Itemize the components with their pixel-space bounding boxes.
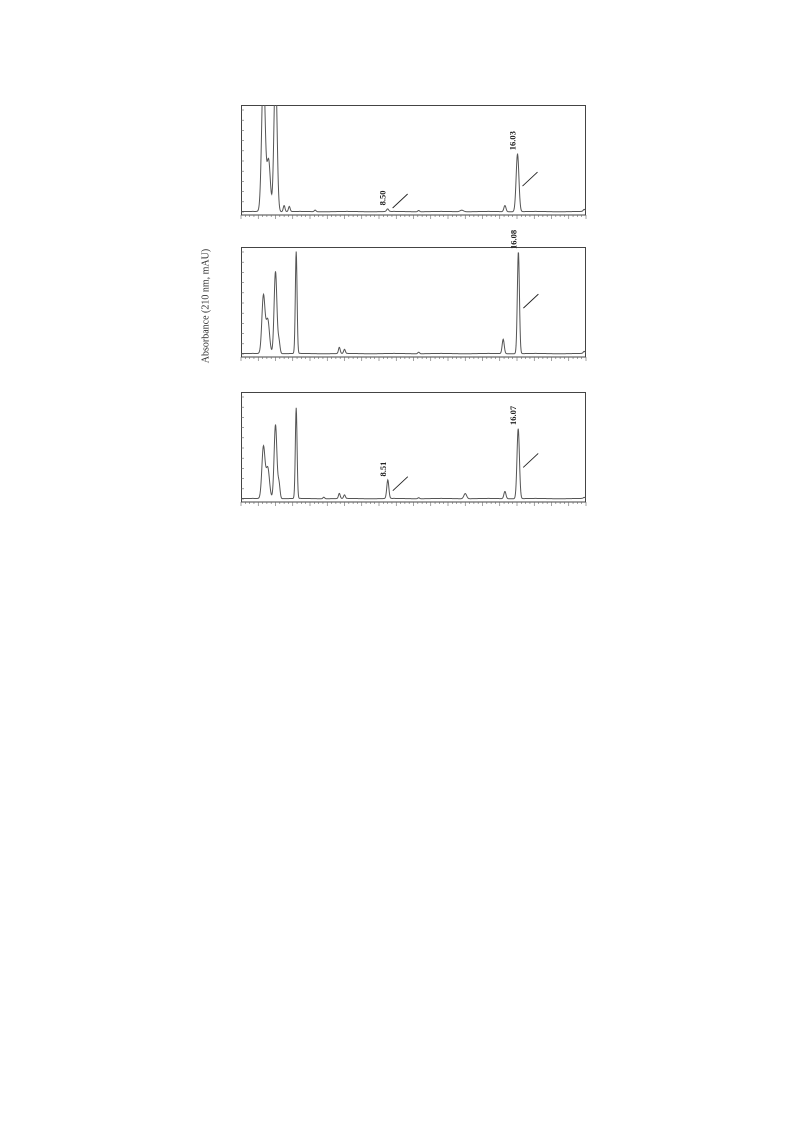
chromatogram-panel-2 bbox=[241, 229, 586, 365]
peak-label-8-51: 8.51 bbox=[377, 461, 388, 477]
peak-pointer-0 bbox=[523, 294, 538, 308]
x-axis-ticks bbox=[241, 357, 586, 361]
peak-pointer-0 bbox=[393, 477, 408, 491]
chromatogram-trace bbox=[241, 67, 586, 212]
chromatogram-2-svg bbox=[241, 229, 586, 365]
peak-pointer-0 bbox=[393, 194, 408, 208]
chromatogram-trace bbox=[241, 251, 586, 353]
peak-label-16-07: 16.07 bbox=[508, 405, 519, 425]
peak-pointer-1 bbox=[523, 453, 538, 467]
chromatogram-trace bbox=[241, 408, 586, 499]
x-axis-ticks bbox=[241, 502, 586, 506]
chromatogram-3-svg bbox=[241, 392, 586, 510]
peak-label-16-03: 16.03 bbox=[507, 131, 518, 151]
plot-frame bbox=[242, 106, 586, 216]
peak-label-8-50: 8.50 bbox=[377, 190, 388, 206]
plot-frame bbox=[242, 393, 586, 503]
peak-label-16-08: 16.08 bbox=[508, 229, 519, 249]
y-axis-label: Absorbance (210 nm, mAU) bbox=[200, 248, 212, 364]
chromatogram-panel-3 bbox=[241, 392, 586, 510]
plot-frame bbox=[242, 248, 586, 358]
x-axis-ticks bbox=[241, 215, 586, 219]
chromatogram-1-svg bbox=[241, 105, 586, 223]
peak-pointer-1 bbox=[523, 172, 538, 186]
chromatogram-panel-1 bbox=[241, 105, 586, 223]
